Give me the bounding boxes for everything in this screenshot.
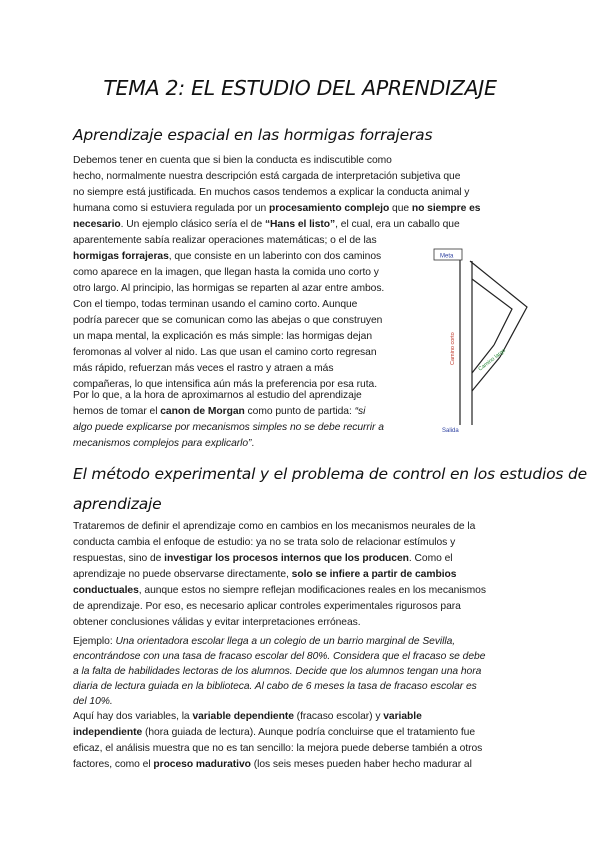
bold-text: “Hans el listo”	[264, 219, 336, 230]
bold-text: investigar los procesos internos que los producen	[164, 553, 409, 564]
text-line: podría parecer que se comunican como las abejas o que construyen	[73, 315, 383, 326]
bold-text: no siempre es	[411, 203, 481, 214]
text-line: feromonas al volver al nido. Las que usan el camino corto regresan	[73, 347, 377, 358]
text-line: mecanismos complejos para explicarlo”.	[73, 438, 255, 449]
text-line: a la falta de habilidades lectoras de los alumnos. Decide que los alumnos tengan una hora	[73, 666, 482, 677]
text-line: diaria de lectura guiada en la biblioteca. Al cabo de 6 meses la tasa de fracaso escolar es	[73, 681, 477, 692]
text-line: más rápido, refuerzan más veces el rastro y atraen a más	[73, 363, 334, 374]
italic-text: “si	[354, 406, 366, 417]
text-line: humana como si estuviera regulada por un procesamiento complejo que no siempre es	[73, 203, 481, 214]
bold-text: canon de Morgan	[160, 406, 245, 417]
text-line: como aparece en la imagen, que llegan hasta la comida uno corto y	[73, 267, 379, 278]
bold-text: hormigas forrajeras	[73, 251, 169, 262]
text-line: compañeras, lo que intensifica aún más la preferencia por esa ruta.	[73, 379, 378, 390]
text-line: del 10%.	[73, 696, 113, 707]
text-line: necesario. Un ejemplo clásico sería el de “Hans el listo”, el cual, era un caballo que	[73, 219, 460, 230]
bold-text: independiente	[73, 727, 143, 738]
short-path-label: Camino corto	[450, 332, 456, 365]
salida-label: Salida	[442, 428, 459, 434]
text-line: independiente (hora guiada de lectura). Aunque podría concluirse que el tratamiento fue	[73, 727, 476, 738]
text-line: Aquí hay dos variables, la variable dependiente (fracaso escolar) y variable	[73, 711, 422, 722]
text-line: aprendizaje no puede observarse directamente, solo se infiere a partir de cambios	[73, 569, 457, 580]
text-line: obtener conclusiones válidas y evitar interpretaciones erróneas.	[73, 617, 361, 628]
section-heading-metodo-l2: aprendizaje	[73, 495, 162, 513]
text-line: hemos de tomar el canon de Morgan como punto de partida: “si	[73, 406, 366, 417]
text-line: factores, como el proceso madurativo (los seis meses pueden haber hecho madurar al	[73, 759, 472, 770]
bold-text: variable dependiente	[192, 711, 294, 722]
text-line: otro largo. Al principio, las hormigas se reparten al azar entre ambos.	[73, 283, 385, 294]
text-line: encontrándose con una tasa de fracaso escolar del 80%. Considera que el fracaso se debe	[73, 651, 486, 662]
text-line: hormigas forrajeras, que consiste en un laberinto con dos caminos	[73, 251, 382, 262]
text-line: de aprendizaje. Por eso, es necesario aplicar controles experimentales rigurosos para	[73, 601, 461, 612]
text-line: un mapa mental, la explicación es más simple: las hormigas dejan	[73, 331, 372, 342]
long-path-label: Camino largo	[477, 347, 508, 373]
section-heading-hormigas: Aprendizaje espacial en las hormigas forrajeras	[73, 126, 433, 144]
bold-text: proceso madurativo	[153, 759, 251, 770]
text-line: Trataremos de definir el aprendizaje como en cambios en los mecanismos neurales de la	[73, 521, 476, 532]
text-line: no siempre está justificada. En muchos casos tendemos a explicar la conducta animal y	[73, 187, 470, 198]
text-line: Con el tiempo, todas terminan usando el camino corto. Aunque	[73, 299, 358, 310]
bold-text: variable	[383, 711, 422, 722]
paragraph-metodo	[73, 519, 486, 631]
text-line: hecho, normalmente nuestra descripción está cargada de interpretación subjetiva que	[73, 171, 461, 182]
page-title: TEMA 2: EL ESTUDIO DEL APRENDIZAJE	[103, 76, 497, 100]
bold-text: conductuales	[73, 585, 139, 596]
italic-text: Una orientadora escolar llega a un colegio de un barrio marginal de Sevilla,	[115, 636, 456, 647]
text-line: Por lo que, a la hora de aproximarnos al estudio del aprendizaje	[73, 390, 362, 401]
text-line: conductuales, aunque estos no siempre reflejan modificaciones reales en los mecanismos	[73, 585, 486, 596]
paragraph-hormigas	[73, 153, 480, 393]
paragraph-ejemplo	[73, 634, 485, 773]
text-line: conducta cambia el enfoque de estudio: ya no se trata solo de relacionar estímulos y	[73, 537, 456, 548]
text-line: Debemos tener en cuenta que si bien la conducta es indiscutible como	[73, 155, 392, 166]
bold-text: procesamiento complejo	[269, 203, 390, 214]
text-line: eficaz, el análisis muestra que no es tan sencillo: la mejora puede deberse también a otros	[73, 743, 483, 754]
section-heading-metodo-l1: El método experimental y el problema de control en los estudios de	[73, 465, 587, 483]
paragraph-morgan	[73, 388, 384, 452]
meta-label: Meta	[440, 253, 454, 260]
text-line: algo puede explicarse por mecanismos simples no se debe recurrir a	[73, 422, 384, 433]
bold-text: solo se infiere a partir de cambios	[291, 569, 457, 580]
text-line: aparentemente sabía realizar operaciones matemáticas; o el de las	[73, 235, 377, 246]
maze-walls	[460, 259, 527, 425]
bold-text: necesario	[73, 219, 121, 230]
text-line: Ejemplo: Una orientadora escolar llega a un colegio de un barrio marginal de Sevilla,	[73, 636, 456, 647]
text-line: respuestas, sino de investigar los procesos internos que los producen. Como el	[73, 553, 453, 564]
ant-maze-diagram	[432, 245, 532, 440]
